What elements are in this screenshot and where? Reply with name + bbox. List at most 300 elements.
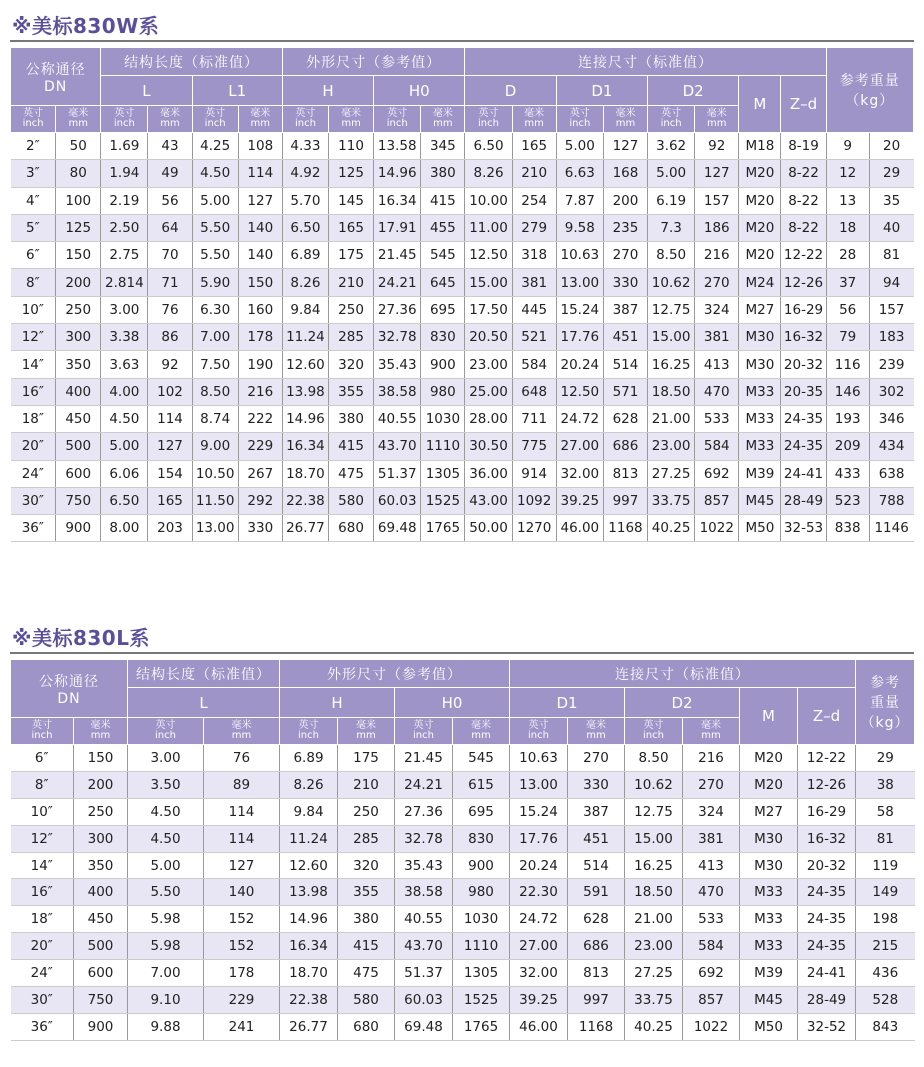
table-cell: 69.48 (395, 1013, 453, 1040)
table-cell: 750 (74, 987, 128, 1014)
table-cell: 22.30 (510, 879, 568, 906)
table-cell: 210 (512, 160, 556, 187)
table-cell: 215 (856, 933, 915, 960)
table-cell: 13 (826, 187, 869, 214)
table-cell: 320 (338, 852, 395, 879)
table-cell: M33 (739, 378, 781, 405)
unit-mm-header: 毫米 mm (74, 718, 128, 745)
table-cell: M30 (740, 852, 798, 879)
table-cell: 528 (856, 987, 915, 1014)
table-cell: 38.58 (374, 378, 421, 405)
table-cell: 4.50 (101, 405, 148, 432)
table-cell: 250 (74, 798, 128, 825)
table-row (11, 987, 915, 1014)
table-cell: M20 (740, 771, 798, 798)
table-cell: 152 (204, 906, 280, 933)
table-row (11, 269, 914, 296)
table-cell: 27.25 (648, 460, 695, 487)
table-cell: 571 (603, 378, 647, 405)
table-cell: 16.34 (374, 187, 421, 214)
table-cell: M50 (740, 1013, 798, 1040)
unit-inch-header: 英寸 inch (625, 718, 683, 745)
table-cell: 200 (74, 771, 128, 798)
header-Z-d: Z–d (781, 76, 826, 133)
table-cell: 645 (421, 269, 465, 296)
table-row (11, 852, 915, 879)
table-cell: 813 (603, 460, 647, 487)
table-cell: 32-52 (798, 1013, 856, 1040)
table-row (11, 214, 914, 241)
table-cell: 157 (869, 296, 913, 323)
table-cell: 24-35 (781, 433, 826, 460)
header-D: D (465, 76, 556, 106)
table-cell: 24″ (11, 960, 74, 987)
table-cell: 9.84 (280, 798, 338, 825)
table-cell: 150 (74, 745, 128, 772)
table-body (11, 745, 915, 1041)
unit-inch-header: 英寸 inch (282, 106, 328, 133)
table-cell: 222 (238, 405, 282, 432)
table-cell: 857 (683, 987, 740, 1014)
table-cell: 7.87 (556, 187, 603, 214)
table-cell: 580 (329, 487, 374, 514)
table-cell: 1092 (512, 487, 556, 514)
table-cell: 210 (329, 269, 374, 296)
table-cell: 33.75 (648, 487, 695, 514)
table-row (11, 433, 914, 460)
table-cell: 12″ (11, 825, 74, 852)
table-cell: 451 (568, 825, 625, 852)
table-cell: 127 (603, 133, 647, 160)
table-cell: 4.92 (282, 160, 328, 187)
table-cell: 168 (603, 160, 647, 187)
table-cell: 58 (856, 798, 915, 825)
table-cell: 533 (683, 906, 740, 933)
table-cell: 32-53 (781, 515, 826, 542)
table-cell: 3.63 (101, 351, 148, 378)
table-cell: 8.74 (192, 405, 238, 432)
header-L: L (101, 76, 192, 106)
table-cell: 14.96 (280, 906, 338, 933)
unit-inch-header: 英寸 inch (11, 718, 74, 745)
table-cell: 521 (512, 324, 556, 351)
table-cell: 16″ (11, 378, 56, 405)
header-L1: L1 (192, 76, 282, 106)
table-cell: 4.50 (128, 825, 204, 852)
unit-inch-header: 英寸 inch (395, 718, 453, 745)
table-cell: 229 (238, 433, 282, 460)
table-cell: 150 (56, 242, 101, 269)
table-cell: 584 (695, 433, 739, 460)
table-cell: 6″ (11, 242, 56, 269)
table-cell: 6.50 (101, 487, 148, 514)
table-cell: 20-32 (781, 351, 826, 378)
table-cell: 15.24 (510, 798, 568, 825)
table-cell: 198 (856, 906, 915, 933)
table-cell: 4″ (11, 187, 56, 214)
table-cell: 686 (603, 433, 647, 460)
table-cell: M18 (739, 133, 781, 160)
table-cell: 114 (238, 160, 282, 187)
table-cell: 70 (148, 242, 192, 269)
header-connection-size: 连接尺寸（标准值） (465, 48, 826, 76)
table-cell: 16.34 (280, 933, 338, 960)
table-cell: 56 (148, 187, 192, 214)
table-cell: M33 (740, 933, 798, 960)
table-cell: 146 (826, 378, 869, 405)
table-cell: 43 (148, 133, 192, 160)
table-cell: M33 (740, 879, 798, 906)
table-cell: 9.10 (128, 987, 204, 1014)
table-cell: 5.98 (128, 933, 204, 960)
table-cell: 16-29 (781, 296, 826, 323)
header-H0: H0 (374, 76, 465, 106)
table-cell: 8.26 (280, 771, 338, 798)
table-cell: 545 (421, 242, 465, 269)
table-cell: 1030 (453, 906, 510, 933)
table-cell: 13.58 (374, 133, 421, 160)
table-cell: 24″ (11, 460, 56, 487)
table-cell: 514 (568, 852, 625, 879)
table-cell: 6.50 (282, 214, 328, 241)
table-cell: 23.00 (465, 351, 512, 378)
table-cell: 1525 (453, 987, 510, 1014)
table-cell: 8-22 (781, 187, 826, 214)
table-cell: M27 (739, 296, 781, 323)
section-title-830w: ※美标830W系 (12, 14, 160, 38)
table-cell: 27.25 (625, 960, 683, 987)
table-cell: 114 (204, 825, 280, 852)
table-cell: 21.00 (648, 405, 695, 432)
table-cell: 600 (74, 960, 128, 987)
table-cell: 24-41 (798, 960, 856, 987)
table-cell: 387 (568, 798, 625, 825)
table-cell: 648 (512, 378, 556, 405)
table-row (11, 378, 914, 405)
table-cell: 12-22 (781, 242, 826, 269)
table-cell: 7.50 (192, 351, 238, 378)
unit-inch-header: 英寸 inch (101, 106, 148, 133)
table-cell: 451 (603, 324, 647, 351)
table-cell: 2.814 (101, 269, 148, 296)
table-cell: 2.19 (101, 187, 148, 214)
table-row (11, 324, 914, 351)
header-nominal-diameter: 公称通径 DN (11, 660, 128, 718)
table-cell: 600 (56, 460, 101, 487)
table-cell: 16.25 (648, 351, 695, 378)
unit-mm-header: 毫米 mm (56, 106, 101, 133)
table-cell: 400 (74, 879, 128, 906)
table-cell: 523 (826, 487, 869, 514)
table-cell: 250 (56, 296, 101, 323)
unit-inch-header: 英寸 inch (510, 718, 568, 745)
table-cell: 1022 (683, 1013, 740, 1040)
table-cell: 49 (148, 160, 192, 187)
table-cell: 380 (338, 906, 395, 933)
table-cell: 8″ (11, 771, 74, 798)
table-cell: 830 (453, 825, 510, 852)
table-cell: 200 (56, 269, 101, 296)
table-cell: 692 (695, 460, 739, 487)
table-cell: 20.24 (556, 351, 603, 378)
table-cell: 2.50 (101, 214, 148, 241)
table-cell: 14.96 (374, 160, 421, 187)
table-row (11, 405, 914, 432)
table-cell: 5.50 (192, 214, 238, 241)
table-cell: 40.25 (625, 1013, 683, 1040)
table-cell: 5.50 (128, 879, 204, 906)
header-nominal-diameter: 公称通径 DN (11, 48, 101, 106)
table-cell: 15.00 (625, 825, 683, 852)
unit-inch-header: 英寸 inch (11, 106, 56, 133)
table-cell: 434 (869, 433, 913, 460)
table-cell: 10.50 (192, 460, 238, 487)
table-cell: 10.00 (465, 187, 512, 214)
table-cell: 8-22 (781, 214, 826, 241)
table-cell: 38 (856, 771, 915, 798)
table-cell: 2″ (11, 133, 56, 160)
table-cell: 1030 (421, 405, 465, 432)
table-cell: 17.76 (556, 324, 603, 351)
table-cell: 36″ (11, 1013, 74, 1040)
table-cell: 17.76 (510, 825, 568, 852)
table-cell: 6″ (11, 745, 74, 772)
table-cell: 119 (856, 852, 915, 879)
table-cell: 23.00 (648, 433, 695, 460)
table-cell: 51.37 (395, 960, 453, 987)
table-cell: 5.00 (556, 133, 603, 160)
table-cell: 92 (148, 351, 192, 378)
table-cell: 475 (338, 960, 395, 987)
table-cell: 5.00 (128, 852, 204, 879)
table-cell: 997 (568, 987, 625, 1014)
unit-inch-header: 英寸 inch (465, 106, 512, 133)
unit-inch-header: 英寸 inch (192, 106, 238, 133)
table-cell: 5.00 (101, 433, 148, 460)
table-cell: 22.38 (280, 987, 338, 1014)
table-cell: 32.78 (374, 324, 421, 351)
table-cell: 14″ (11, 852, 74, 879)
table-cell: 1110 (453, 933, 510, 960)
table-cell: 193 (826, 405, 869, 432)
table-cell: 30″ (11, 487, 56, 514)
table-cell: 500 (56, 433, 101, 460)
table-row (11, 745, 915, 772)
table-cell: 40.55 (395, 906, 453, 933)
table-cell: 346 (869, 405, 913, 432)
table-cell: 12-22 (798, 745, 856, 772)
table-cell: 4.25 (192, 133, 238, 160)
table-cell: 980 (421, 378, 465, 405)
table-cell: M30 (739, 351, 781, 378)
table-cell: 381 (695, 324, 739, 351)
table-cell: 24-35 (798, 933, 856, 960)
table-cell: 32.78 (395, 825, 453, 852)
table-cell: 300 (74, 825, 128, 852)
table-cell: 235 (603, 214, 647, 241)
table-cell: 436 (856, 960, 915, 987)
table-cell: 1305 (421, 460, 465, 487)
table-cell: 21.45 (395, 745, 453, 772)
table-cell: 387 (603, 296, 647, 323)
table-cell: 285 (329, 324, 374, 351)
header-Z-d: Z–d (798, 688, 856, 745)
table-cell: 28 (826, 242, 869, 269)
table-cell: 12.50 (465, 242, 512, 269)
section-title-830l: ※美标830L系 (12, 626, 150, 650)
table-cell: 94 (869, 269, 913, 296)
header-structure-length: 结构长度（标准值） (128, 660, 280, 688)
table-cell: 28-49 (798, 987, 856, 1014)
spec-table-830w (10, 47, 914, 542)
table-cell: 38.58 (395, 879, 453, 906)
table-cell: 15.00 (465, 269, 512, 296)
unit-mm-header: 毫米 mm (421, 106, 465, 133)
table-cell: M27 (740, 798, 798, 825)
table-cell: 6.30 (192, 296, 238, 323)
table-cell: 114 (204, 798, 280, 825)
table-row (11, 160, 914, 187)
unit-mm-header: 毫米 mm (453, 718, 510, 745)
table-cell: 580 (338, 987, 395, 1014)
table-cell: 285 (338, 825, 395, 852)
table-cell: 152 (204, 933, 280, 960)
unit-inch-header: 英寸 inch (556, 106, 603, 133)
table-cell: M24 (739, 269, 781, 296)
header-reference-weight: 参考 重量 （kg） (856, 660, 915, 745)
table-cell: 3.00 (101, 296, 148, 323)
table-cell: 32.00 (556, 460, 603, 487)
table-row (11, 906, 915, 933)
table-row (11, 960, 915, 987)
table-cell: 324 (695, 296, 739, 323)
table-cell: 20-35 (781, 378, 826, 405)
table-cell: 500 (74, 933, 128, 960)
table-cell: 13.98 (280, 879, 338, 906)
table-cell: 56 (826, 296, 869, 323)
table-cell: 76 (204, 745, 280, 772)
table-cell: 12.75 (625, 798, 683, 825)
table-cell: 37 (826, 269, 869, 296)
table-cell: 9.58 (556, 214, 603, 241)
table-cell: 12.75 (648, 296, 695, 323)
header-H: H (282, 76, 373, 106)
table-cell: 21.45 (374, 242, 421, 269)
table-cell: 165 (512, 133, 556, 160)
table-cell: 11.50 (192, 487, 238, 514)
table-cell: 140 (238, 214, 282, 241)
table-cell: 25.00 (465, 378, 512, 405)
table-cell: 324 (683, 798, 740, 825)
table-cell: 127 (695, 160, 739, 187)
table-cell: 18″ (11, 906, 74, 933)
header-reference-weight: 参考重量 （kg） (826, 48, 913, 133)
table-cell: 150 (238, 269, 282, 296)
table-cell: 239 (869, 351, 913, 378)
table-cell: 6.89 (280, 745, 338, 772)
table-cell: 750 (56, 487, 101, 514)
table-cell: 210 (338, 771, 395, 798)
table-cell: 145 (329, 187, 374, 214)
table-cell: 400 (56, 378, 101, 405)
table-cell: 3″ (11, 160, 56, 187)
table-cell: 50.00 (465, 515, 512, 542)
table-cell: 33.75 (625, 987, 683, 1014)
table-cell: 591 (568, 879, 625, 906)
table-cell: 350 (74, 852, 128, 879)
table-cell: 4.33 (282, 133, 328, 160)
table-cell: 43.70 (395, 933, 453, 960)
table-cell: M30 (740, 825, 798, 852)
table-cell: 8.26 (465, 160, 512, 187)
table-cell: 545 (453, 745, 510, 772)
table-cell: M20 (739, 160, 781, 187)
table-cell: 16.25 (625, 852, 683, 879)
table-cell: 8.50 (648, 242, 695, 269)
table-cell: 6.50 (465, 133, 512, 160)
table-cell: 35.43 (395, 852, 453, 879)
table-row (11, 798, 915, 825)
table-cell: 300 (56, 324, 101, 351)
table-cell: 900 (453, 852, 510, 879)
unit-mm-header: 毫米 mm (204, 718, 280, 745)
table-cell: M33 (739, 433, 781, 460)
table-cell: 178 (238, 324, 282, 351)
table-cell: 628 (603, 405, 647, 432)
table-row (11, 296, 914, 323)
table-cell: 18 (826, 214, 869, 241)
table-cell: 28-49 (781, 487, 826, 514)
unit-mm-header: 毫米 mm (148, 106, 192, 133)
table-cell: 186 (695, 214, 739, 241)
table-cell: 5.70 (282, 187, 328, 214)
table-cell: 12.50 (556, 378, 603, 405)
table-cell: M33 (740, 906, 798, 933)
table-cell: 10.63 (510, 745, 568, 772)
table-cell: 8-19 (781, 133, 826, 160)
table-cell: 980 (453, 879, 510, 906)
table-cell: 27.36 (395, 798, 453, 825)
table-cell: 241 (204, 1013, 280, 1040)
divider (10, 40, 914, 42)
table-cell: 638 (869, 460, 913, 487)
table-cell: 10″ (11, 296, 56, 323)
table-cell: 302 (869, 378, 913, 405)
table-cell: 270 (568, 745, 625, 772)
table-cell: 216 (695, 242, 739, 269)
table-cell: 175 (338, 745, 395, 772)
table-cell: 157 (695, 187, 739, 214)
table-cell: 695 (421, 296, 465, 323)
table-cell: M39 (740, 960, 798, 987)
header-D2: D2 (625, 688, 740, 718)
table-cell: 127 (238, 187, 282, 214)
table-cell: 16-29 (798, 798, 856, 825)
table-cell: 475 (329, 460, 374, 487)
table-row (11, 825, 915, 852)
table-cell: 628 (568, 906, 625, 933)
table-cell: 12.60 (282, 351, 328, 378)
table-cell: 229 (204, 987, 280, 1014)
table-cell: 250 (338, 798, 395, 825)
table-cell: 433 (826, 460, 869, 487)
table-cell: 7.00 (192, 324, 238, 351)
table-cell: 36.00 (465, 460, 512, 487)
table-cell: 43.70 (374, 433, 421, 460)
table-cell: 40 (869, 214, 913, 241)
table-cell: 24-41 (781, 460, 826, 487)
table-cell: 216 (683, 745, 740, 772)
